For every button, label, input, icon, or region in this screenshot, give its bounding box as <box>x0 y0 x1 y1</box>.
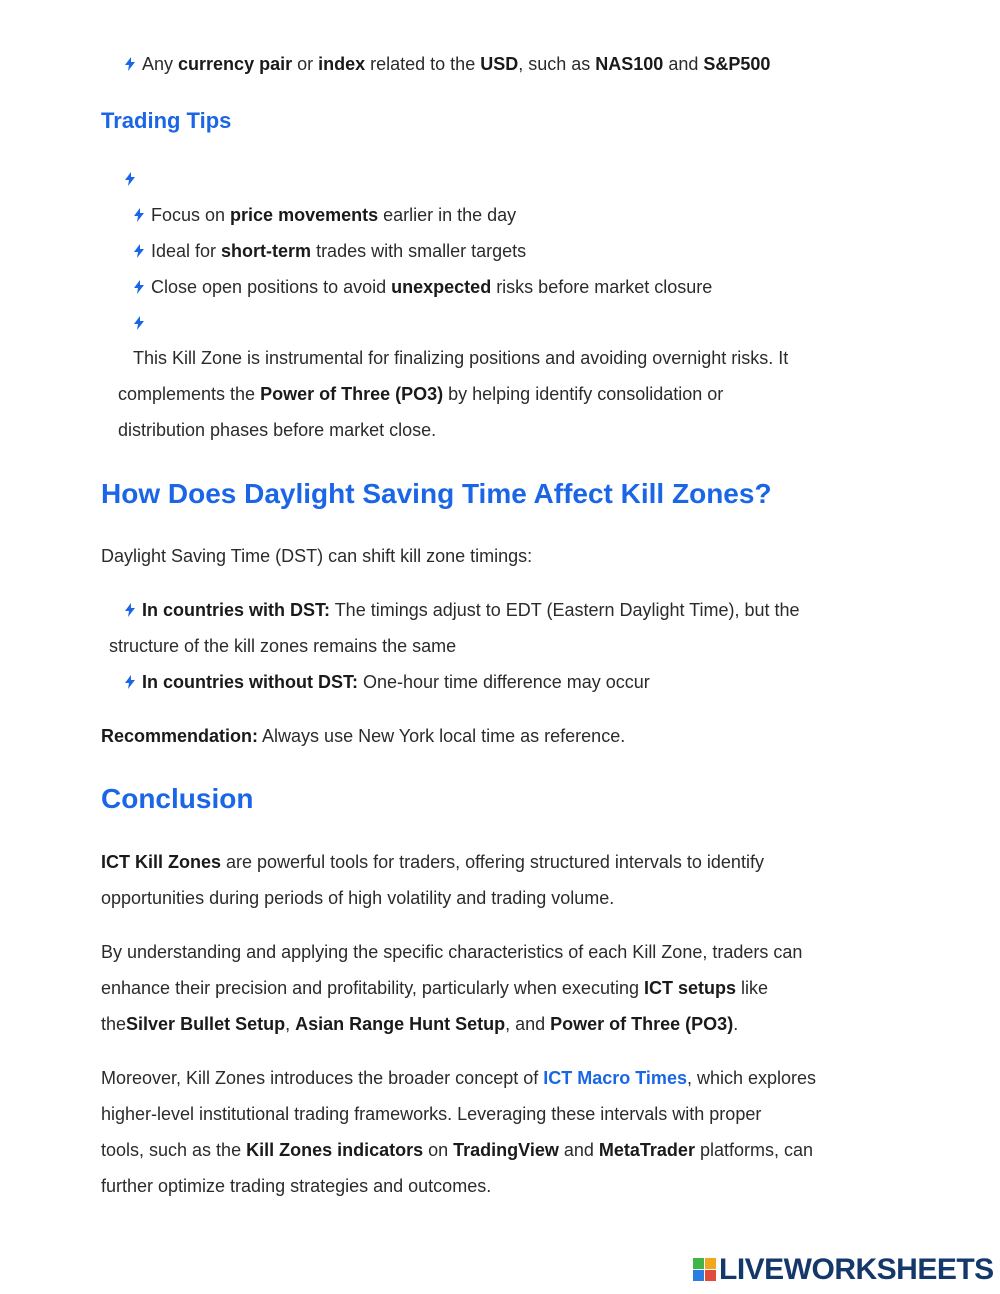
list-item-usd: Any currency pair or index related to the USD, such as NAS100 and S&P500 <box>124 46 770 82</box>
conclusion-paragraph-line: theSilver Bullet Setup, Asian Range Hunt Setup, and Power of Three (PO3). <box>101 1014 739 1034</box>
logo-mark-square <box>705 1270 716 1281</box>
lightning-bullet-icon <box>124 172 136 186</box>
conclusion-paragraph-line: By understanding and applying the specific characteristics of each Kill Zone, traders can <box>101 942 803 962</box>
logo-mark-square <box>693 1270 704 1281</box>
logo-mark-icon <box>693 1258 717 1282</box>
lightning-bullet-icon <box>124 603 136 617</box>
dst-heading: How Does Daylight Saving Time Affect Kill Zones? <box>101 478 772 509</box>
liveworksheets-logo[interactable] <box>693 1252 994 1288</box>
list-item-tip: Focus on price movements earlier in the day <box>133 197 516 233</box>
list-item-no-dst: In countries without DST: One-hour time difference may occur <box>124 664 650 700</box>
kill-zone-paragraph-line: distribution phases before market close. <box>118 420 437 440</box>
conclusion-paragraph-line: enhance their precision and profitability, particularly when executing ICT setups like <box>101 978 769 998</box>
recommendation: Recommendation: Always use New York local time as reference. <box>101 726 626 746</box>
lightning-bullet-icon <box>133 244 145 258</box>
lightning-bullet-icon <box>133 280 145 294</box>
trading-tips-heading: Trading Tips <box>101 108 232 133</box>
lightning-bullet-icon <box>133 208 145 222</box>
empty-list-item <box>124 161 142 197</box>
ict-macro-times-link[interactable]: ICT Macro Times <box>543 1068 687 1088</box>
list-item-dst-continuation: structure of the kill zones remains the same <box>109 636 457 656</box>
conclusion-paragraph-line: further optimize trading strategies and outcomes. <box>101 1176 492 1196</box>
conclusion-paragraph-line: tools, such as the Kill Zones indicators on TradingView and MetaTrader platforms, can <box>101 1140 813 1160</box>
lightning-bullet-icon <box>124 675 136 689</box>
list-item-tip: Close open positions to avoid unexpected risks before market closure <box>133 269 712 305</box>
conclusion-paragraph-line: higher-level institutional trading frameworks. Leveraging these intervals with proper <box>101 1104 762 1124</box>
conclusion-paragraph-line: opportunities during periods of high volatility and trading volume. <box>101 888 615 908</box>
lightning-bullet-icon <box>124 57 136 71</box>
conclusion-heading: Conclusion <box>101 783 254 814</box>
logo-mark-square <box>705 1258 716 1269</box>
lightning-bullet-icon <box>133 316 145 330</box>
dst-intro: Daylight Saving Time (DST) can shift kill zone timings: <box>101 546 533 566</box>
kill-zone-paragraph-line: This Kill Zone is instrumental for finalizing positions and avoiding overnight risks. It <box>133 348 789 368</box>
logo-mark-square <box>693 1258 704 1269</box>
list-item-dst: In countries with DST: The timings adjust to EDT (Eastern Daylight Time), but the <box>124 592 800 628</box>
empty-list-item <box>133 305 151 341</box>
list-item-tip: Ideal for short-term trades with smaller targets <box>133 233 526 269</box>
conclusion-paragraph-line: ICT Kill Zones are powerful tools for traders, offering structured intervals to identify <box>101 852 764 872</box>
kill-zone-paragraph-line: complements the Power of Three (PO3) by helping identify consolidation or <box>118 384 724 404</box>
conclusion-paragraph-line: Moreover, Kill Zones introduces the broader concept of ICT Macro Times, which explores <box>101 1068 817 1088</box>
logo-text: LIVEWORKSHEETS <box>719 1253 994 1286</box>
